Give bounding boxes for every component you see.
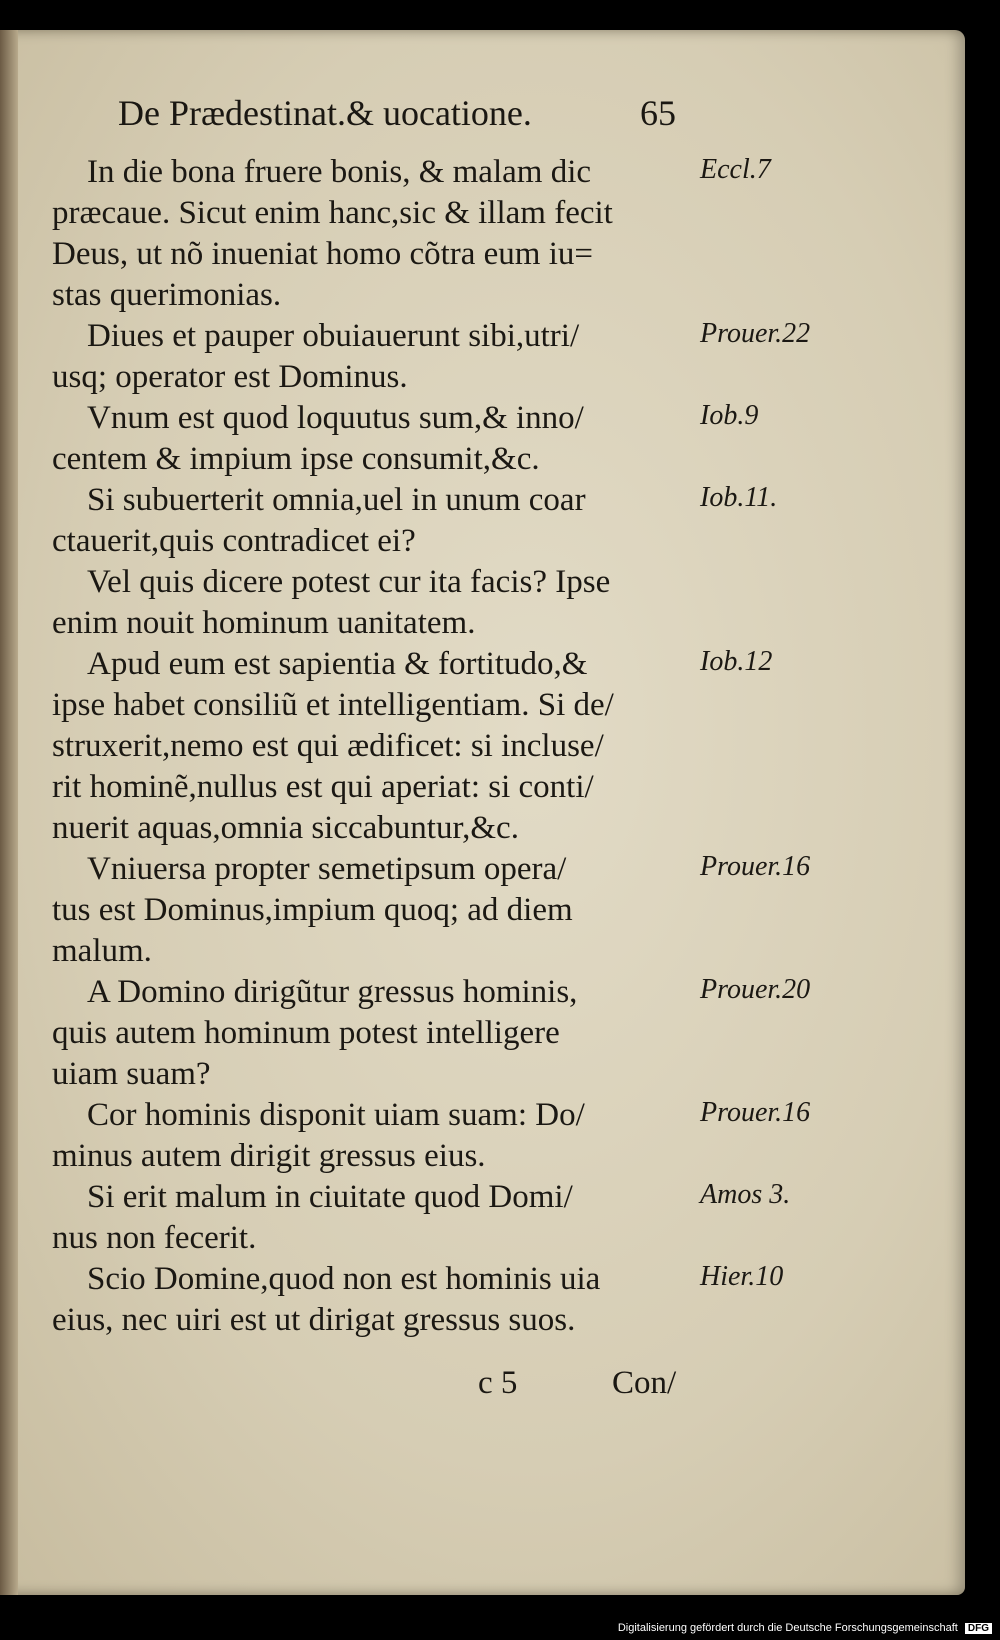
margin-note: Prouer.22 bbox=[700, 318, 811, 349]
catchword: Con/ bbox=[612, 1365, 677, 1401]
text-line: Vniuersa propter semetipsum opera/ bbox=[87, 851, 567, 887]
text-line: rit hominẽ,nullus est qui aperiat: si conti/ bbox=[52, 769, 594, 805]
page-gutter bbox=[0, 30, 18, 1595]
text-line: Si subuerterit omnia,uel in unum coar bbox=[87, 482, 586, 518]
text-line: ipse habet consiliũ et intelligentiam. Si de/ bbox=[52, 687, 614, 723]
text-line: Cor hominis disponit uiam suam: Do/ bbox=[87, 1097, 585, 1133]
margin-note: Prouer.20 bbox=[700, 974, 811, 1005]
text-line: usq; operator est Dominus. bbox=[52, 359, 408, 395]
text-line: ctauerit,quis contradicet ei? bbox=[52, 523, 416, 559]
book-page bbox=[0, 30, 965, 1595]
credit-text: Digitalisierung gefördert durch die Deutsche Forschungsgemeinschaft bbox=[617, 1622, 958, 1634]
text-line: Apud eum est sapientia & fortitudo,& bbox=[87, 646, 588, 682]
text-line: Vnum est quod loquutus sum,& inno/ bbox=[87, 400, 584, 436]
margin-note: Amos 3. bbox=[700, 1179, 791, 1210]
margin-note: Eccl.7 bbox=[700, 154, 771, 185]
text-line: Scio Domine,quod non est hominis uia bbox=[87, 1261, 601, 1297]
text-line: minus autem dirigit gressus eius. bbox=[52, 1138, 486, 1174]
text-line: Deus, ut nõ inueniat homo cõtra eum iu= bbox=[52, 236, 594, 272]
text-line: centem & impium ipse consumit,&c. bbox=[52, 441, 540, 477]
text-line: quis autem hominum potest intelligere bbox=[52, 1015, 560, 1051]
margin-note: Iob.12 bbox=[700, 646, 773, 677]
text-line: In die bona fruere bonis, & malam dic bbox=[87, 154, 592, 190]
text-line: malum. bbox=[52, 933, 152, 969]
text-line: Diues et pauper obuiauerunt sibi,utri/ bbox=[87, 318, 580, 354]
text-line: stas querimonias. bbox=[52, 277, 282, 313]
margin-note: Iob.9 bbox=[700, 400, 759, 431]
text-line: Vel quis dicere potest cur ita facis? Ipse bbox=[87, 564, 611, 600]
text-line: enim nouit hominum uanitatem. bbox=[52, 605, 476, 641]
text-line: tus est Dominus,impium quoq; ad diem bbox=[52, 892, 573, 928]
text-line: nus non fecerit. bbox=[52, 1220, 257, 1256]
running-header: De Prædestinat.& uocatione. bbox=[118, 93, 532, 133]
margin-note: Prouer.16 bbox=[700, 1097, 811, 1128]
margin-note: Hier.10 bbox=[700, 1261, 784, 1292]
margin-note: Iob.11. bbox=[700, 482, 778, 513]
text-line: nuerit aquas,omnia siccabuntur,&c. bbox=[52, 810, 519, 846]
margin-note: Prouer.16 bbox=[700, 851, 811, 882]
page-number: 65 bbox=[640, 93, 676, 133]
digitization-credit bbox=[618, 1622, 992, 1634]
dfg-logo: DFG bbox=[965, 1623, 992, 1634]
text-line: eius, nec uiri est ut dirigat gressus suos. bbox=[52, 1302, 576, 1338]
body-text bbox=[52, 152, 702, 1341]
text-line: A Domino dirigũtur gressus hominis, bbox=[87, 974, 578, 1010]
text-line: uiam suam? bbox=[52, 1056, 211, 1092]
signature-mark: c 5 bbox=[478, 1365, 518, 1401]
text-line: struxerit,nemo est qui ædificet: si incluse/ bbox=[52, 728, 604, 764]
text-line: Si erit malum in ciuitate quod Domi/ bbox=[87, 1179, 573, 1215]
text-line: præcaue. Sicut enim hanc,sic & illam fecit bbox=[52, 195, 613, 231]
